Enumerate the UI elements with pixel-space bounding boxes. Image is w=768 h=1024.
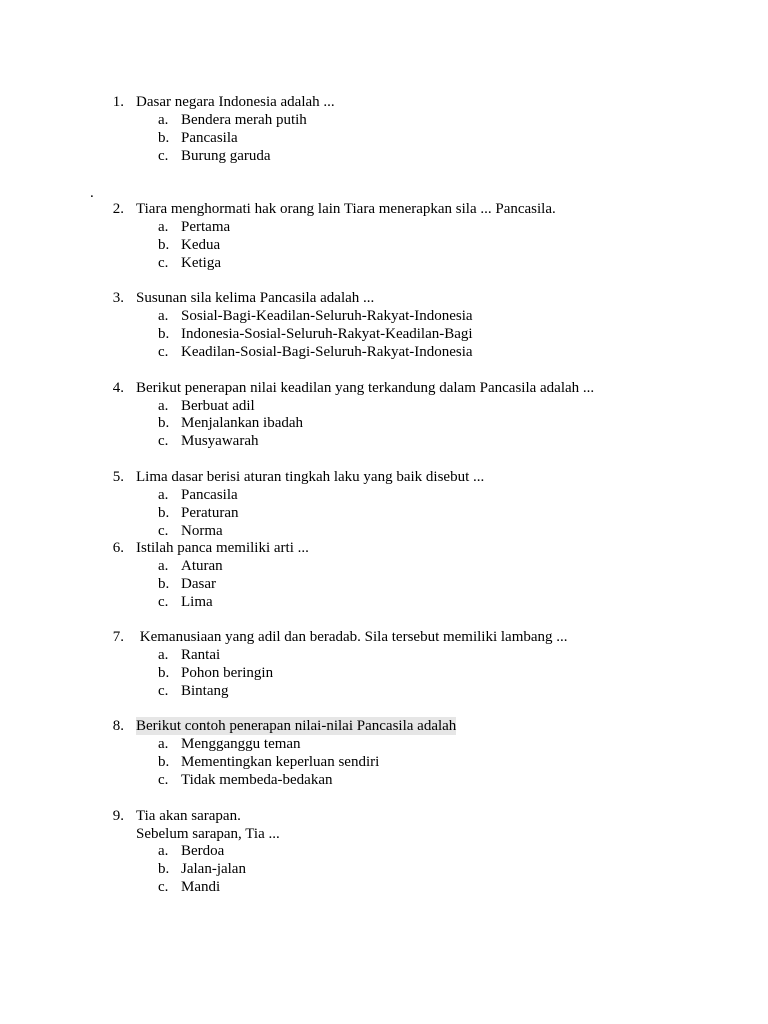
option-text: Keadilan-Sosial-Bagi-Seluruh-Rakyat-Indonesia [181,344,473,360]
question-number: 2. [112,201,124,217]
option-letter: a. [158,112,169,128]
option-text: Kedua [181,237,221,253]
option-text: Rantai [181,647,221,663]
option-text: Pertama [181,219,231,235]
option-letter: c. [158,594,169,610]
option-text: Pancasila [181,130,238,146]
option-text: Berbuat adil [181,398,255,414]
option-text: Pohon beringin [181,665,274,681]
option-letter: c. [158,344,169,360]
question-number: 4. [112,380,124,396]
option-letter: a. [158,843,169,859]
question-text: Susunan sila kelima Pancasila adalah ... [136,290,375,306]
option-letter: c. [158,879,169,895]
question-number: 1. [112,94,124,110]
option-letter: b. [158,237,170,253]
option-letter: a. [158,219,169,235]
option-letter: b. [158,505,170,521]
option-text: Dasar [181,576,216,592]
question-text: Dasar negara Indonesia adalah ... [136,94,335,110]
option-letter: b. [158,576,170,592]
option-text: Bendera merah putih [181,112,307,128]
option-text: Sosial-Bagi-Keadilan-Seluruh-Rakyat-Indonesia [181,308,473,324]
option-letter: a. [158,736,169,752]
question-number: 3. [112,290,124,306]
question-number: 8. [112,718,124,734]
option-letter: a. [158,398,169,414]
question-number: 9. [112,808,124,824]
option-letter: c. [158,772,169,788]
question-text: Kemanusiaan yang adil dan beradab. Sila tersebut memiliki lambang ... [136,629,568,645]
option-letter: c. [158,148,169,164]
option-letter: a. [158,308,169,324]
option-text: Bintang [181,683,229,699]
option-text: Musyawarah [181,433,259,449]
option-text: Berdoa [181,843,225,859]
option-text: Burung garuda [181,148,271,164]
option-text: Peraturan [181,505,239,521]
option-letter: b. [158,861,170,877]
option-letter: c. [158,255,169,271]
option-letter: a. [158,558,169,574]
option-text: Mementingkan keperluan sendiri [181,754,380,770]
option-letter: b. [158,415,170,431]
option-text: Ketiga [181,255,221,271]
option-letter: b. [158,326,170,342]
question-text-continued: Sebelum sarapan, Tia ... [136,826,280,842]
question-text: Tiara menghormati hak orang lain Tiara menerapkan sila ... Pancasila. [136,201,556,217]
question-text-highlighted: Berikut contoh penerapan nilai-nilai Pancasila adalah [136,718,457,734]
question-number: 7. [112,629,124,645]
option-text: Lima [181,594,213,610]
question-text: Tia akan sarapan. [136,808,241,824]
question-text: Lima dasar berisi aturan tingkah laku yang baik disebut ... [136,469,485,485]
question-number: 6. [112,540,124,556]
option-letter: b. [158,665,170,681]
option-text: Aturan [181,558,223,574]
option-text: Indonesia-Sosial-Seluruh-Rakyat-Keadilan-Bagi [181,326,473,342]
question-text: Berikut penerapan nilai keadilan yang terkandung dalam Pancasila adalah ... [136,380,595,396]
option-letter: c. [158,433,169,449]
question-text: Istilah panca memiliki arti ... [136,540,309,556]
option-letter: c. [158,523,169,539]
option-letter: a. [158,647,169,663]
option-text: Jalan-jalan [181,861,246,877]
option-letter: b. [158,130,170,146]
option-text: Tidak membeda-bedakan [181,772,333,788]
question-number: 5. [112,469,124,485]
stray-mark: . [90,185,94,201]
option-text: Menjalankan ibadah [181,415,304,431]
option-letter: a. [158,487,169,503]
option-text: Mengganggu teman [181,736,301,752]
option-text: Pancasila [181,487,238,503]
option-text: Norma [181,523,223,539]
option-letter: b. [158,754,170,770]
option-text: Mandi [181,879,221,895]
option-letter: c. [158,683,169,699]
